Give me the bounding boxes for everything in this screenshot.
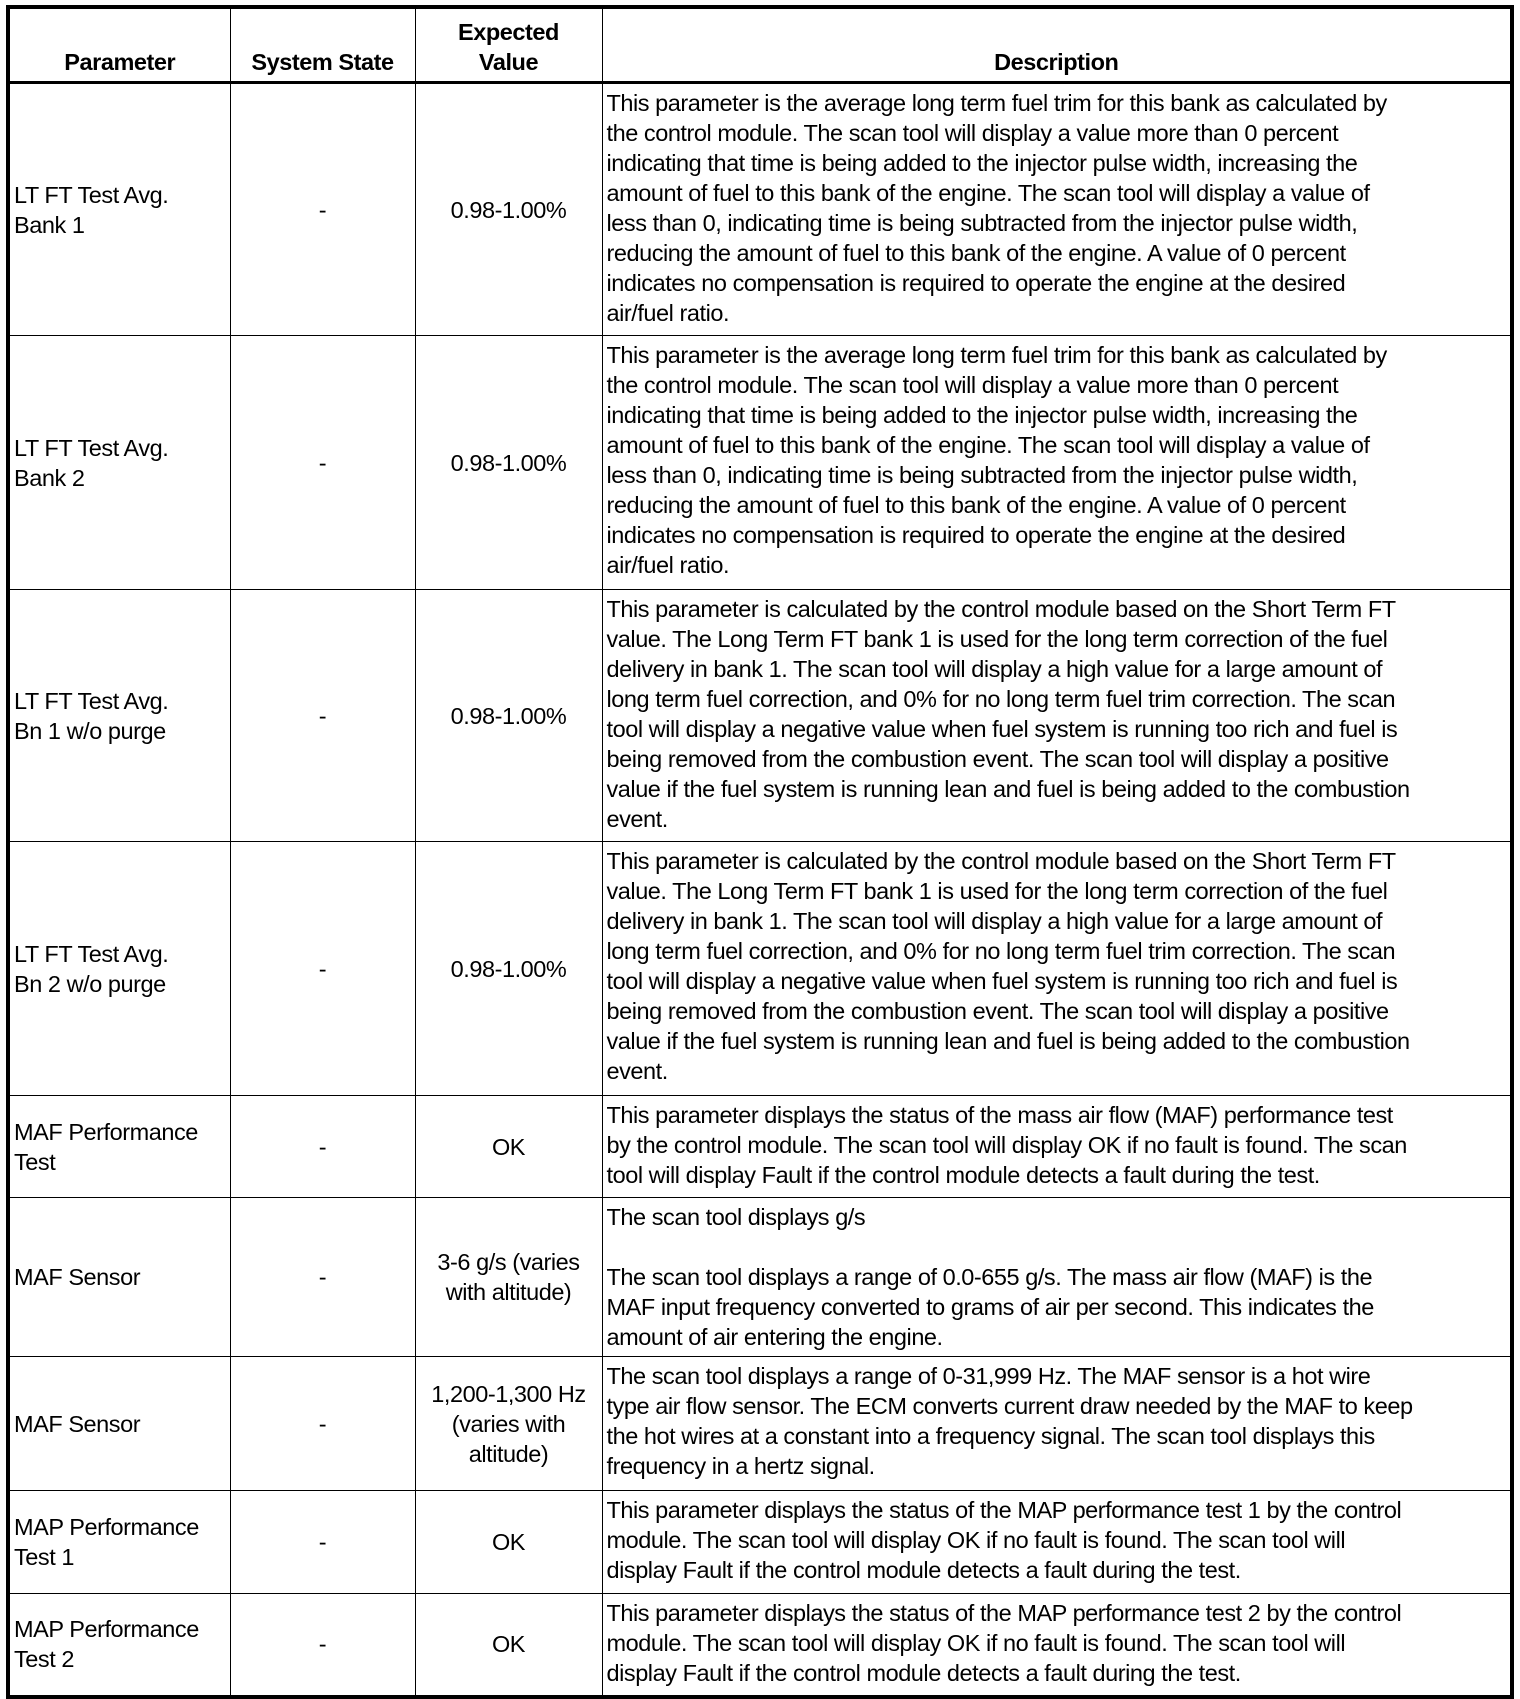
system-state-cell: - xyxy=(230,1096,415,1198)
expected-value-cell: 3-6 g/s (varies with altitude) xyxy=(415,1198,602,1357)
system-state-cell: - xyxy=(230,1198,415,1357)
description-cell: This parameter is calculated by the control module based on the Short Term FT value. The Long Term FT bank 1 is used for the long term correction of the fuel delivery in bank 1. The scan tool will display a high value for a large amount of long term fuel correction, and 0% for no long term fuel trim correction. The scan tool will display a negative value when fuel system is running too rich and fuel is being removed from the combustion event. The scan tool will display a positive value if the fuel system is running lean and fuel is being added to the combustion event. xyxy=(602,590,1512,842)
expected-value-cell: 0.98-1.00% xyxy=(415,83,602,336)
expected-value-cell: 0.98-1.00% xyxy=(415,842,602,1096)
parameter-cell: MAP Performance Test 1 xyxy=(8,1491,230,1594)
description-cell: This parameter displays the status of the MAP performance test 2 by the control module. The scan tool will display OK if no fault is found. The scan tool will display Fault if the control module detects a fault during the test. xyxy=(602,1594,1512,1697)
system-state-cell: - xyxy=(230,1357,415,1491)
header-expected-value: Expected Value xyxy=(415,7,602,83)
table-row xyxy=(8,1198,1512,1357)
table-row xyxy=(8,336,1512,590)
parameter-cell: MAF Sensor xyxy=(8,1357,230,1491)
parameter-cell: LT FT Test Avg. Bank 1 xyxy=(8,83,230,336)
table-row xyxy=(8,842,1512,1096)
parameter-cell: MAF Sensor xyxy=(8,1198,230,1357)
description-cell: This parameter is the average long term fuel trim for this bank as calculated by the control module. The scan tool will display a value more than 0 percent indicating that time is being added to the injector pulse width, increasing the amount of fuel to this bank of the engine. The scan tool will display a value of less than 0, indicating time is being subtracted from the injector pulse width, reducing the amount of fuel to this bank of the engine. A value of 0 percent indicates no compensation is required to operate the engine at the desired air/fuel ratio. xyxy=(602,336,1512,590)
table-row xyxy=(8,1096,1512,1198)
description-cell: The scan tool displays g/s The scan tool displays a range of 0.0-655 g/s. The mass air flow (MAF) is the MAF input frequency converted to grams of air per second. This indicates the amount of air entering the engine. xyxy=(602,1198,1512,1357)
expected-value-cell: 0.98-1.00% xyxy=(415,336,602,590)
header-description: Description xyxy=(602,7,1512,83)
expected-value-cell: OK xyxy=(415,1594,602,1697)
parameter-table xyxy=(6,5,1514,1699)
expected-value-cell: 1,200-1,300 Hz (varies with altitude) xyxy=(415,1357,602,1491)
header-parameter: Parameter xyxy=(8,7,230,83)
description-cell: This parameter displays the status of the MAP performance test 1 by the control module. The scan tool will display OK if no fault is found. The scan tool will display Fault if the control module detects a fault during the test. xyxy=(602,1491,1512,1594)
system-state-cell: - xyxy=(230,842,415,1096)
table-row xyxy=(8,1491,1512,1594)
description-cell: This parameter displays the status of the mass air flow (MAF) performance test by the control module. The scan tool will display OK if no fault is found. The scan tool will display Fault if the control module detects a fault during the test. xyxy=(602,1096,1512,1198)
parameter-cell: MAF Performance Test xyxy=(8,1096,230,1198)
parameter-cell: LT FT Test Avg. Bank 2 xyxy=(8,336,230,590)
system-state-cell: - xyxy=(230,1491,415,1594)
expected-value-cell: OK xyxy=(415,1491,602,1594)
system-state-cell: - xyxy=(230,83,415,336)
table-row xyxy=(8,1357,1512,1491)
header-system-state: System State xyxy=(230,7,415,83)
description-cell: This parameter is calculated by the control module based on the Short Term FT value. The Long Term FT bank 1 is used for the long term correction of the fuel delivery in bank 1. The scan tool will display a high value for a large amount of long term fuel correction, and 0% for no long term fuel trim correction. The scan tool will display a negative value when fuel system is running too rich and fuel is being removed from the combustion event. The scan tool will display a positive value if the fuel system is running lean and fuel is being added to the combustion event. xyxy=(602,842,1512,1096)
system-state-cell: - xyxy=(230,1594,415,1697)
system-state-cell: - xyxy=(230,336,415,590)
table-row xyxy=(8,83,1512,336)
parameter-cell: MAP Performance Test 2 xyxy=(8,1594,230,1697)
description-cell: The scan tool displays a range of 0-31,999 Hz. The MAF sensor is a hot wire type air flow sensor. The ECM converts current draw needed by the MAF to keep the hot wires at a constant into a frequency signal. The scan tool displays this frequency in a hertz signal. xyxy=(602,1357,1512,1491)
system-state-cell: - xyxy=(230,590,415,842)
parameter-cell: LT FT Test Avg. Bn 2 w/o purge xyxy=(8,842,230,1096)
description-cell: This parameter is the average long term fuel trim for this bank as calculated by the control module. The scan tool will display a value more than 0 percent indicating that time is being added to the injector pulse width, increasing the amount of fuel to this bank of the engine. The scan tool will display a value of less than 0, indicating time is being subtracted from the injector pulse width, reducing the amount of fuel to this bank of the engine. A value of 0 percent indicates no compensation is required to operate the engine at the desired air/fuel ratio. xyxy=(602,83,1512,336)
table-row xyxy=(8,1594,1512,1697)
table-header-row xyxy=(8,7,1512,83)
expected-value-cell: 0.98-1.00% xyxy=(415,590,602,842)
expected-value-cell: OK xyxy=(415,1096,602,1198)
table-row xyxy=(8,590,1512,842)
parameter-cell: LT FT Test Avg. Bn 1 w/o purge xyxy=(8,590,230,842)
